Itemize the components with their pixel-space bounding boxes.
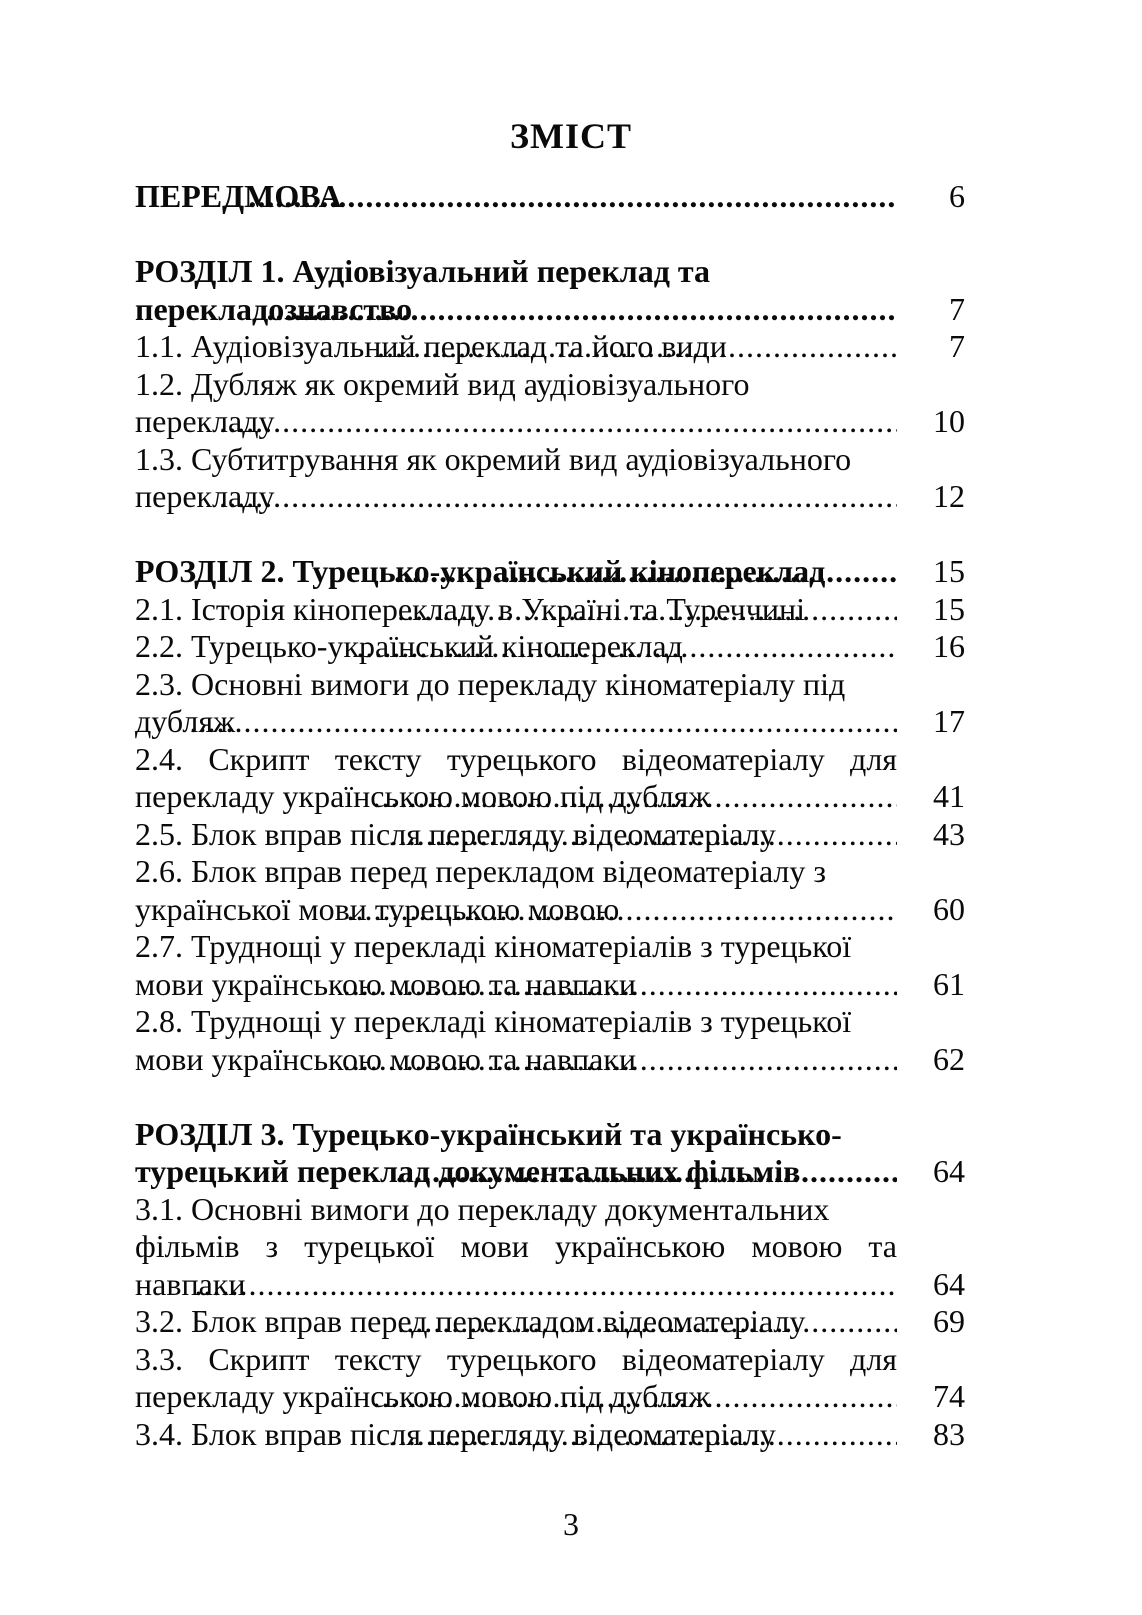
dot-leader bbox=[341, 1041, 897, 1079]
dot-leader bbox=[341, 966, 897, 1004]
toc-entry-line bbox=[135, 1266, 965, 1304]
toc-page-number: 64 bbox=[933, 1265, 965, 1302]
toc-entry-chapter-3 bbox=[135, 1116, 1007, 1191]
toc-entry-line bbox=[135, 666, 965, 704]
toc-entry-text: 2.6. Блок вправ перед перекладом відеоматеріалу з bbox=[135, 853, 827, 889]
toc-entry-text: ПЕРЕДМОВА bbox=[135, 178, 342, 214]
toc-entry-section-2-6 bbox=[135, 853, 1007, 928]
dot-leader bbox=[376, 816, 897, 854]
toc-entry-text: 1.1. Аудіовізуальний переклад та його види bbox=[135, 328, 727, 364]
toc-page-number: 69 bbox=[933, 1303, 965, 1339]
toc-page-number: 43 bbox=[933, 815, 965, 852]
toc-entry-text: 2.3. Основні вимоги до перекладу кіноматеріалу під bbox=[135, 665, 846, 702]
toc-entry-line bbox=[135, 1041, 965, 1079]
toc-page-number: 74 bbox=[933, 1378, 965, 1414]
toc-entry-line bbox=[135, 891, 965, 929]
toc-entry-section-2-3 bbox=[135, 666, 1007, 741]
toc-entry-line bbox=[135, 853, 965, 891]
toc-page-number: 10 bbox=[933, 403, 965, 439]
toc-entry-text: дубляж bbox=[135, 703, 236, 739]
toc-entry-text: РОЗДІЛ 2. Турецько-український кінопереклад bbox=[135, 553, 826, 589]
toc-entry-line bbox=[135, 328, 965, 366]
toc-entry-section-3-3 bbox=[135, 1341, 1007, 1416]
dot-leader bbox=[205, 478, 897, 516]
dot-leader bbox=[354, 628, 897, 666]
toc-entry-text: 1.2. Дубляж як окремий вид аудіовізуального bbox=[135, 365, 750, 402]
dot-leader bbox=[192, 1266, 897, 1304]
toc-entry-section-2-4 bbox=[135, 741, 1007, 816]
page-number-footer: 3 bbox=[563, 1506, 579, 1542]
toc-page-number: 15 bbox=[933, 590, 965, 627]
toc-entry-line bbox=[135, 1416, 965, 1454]
toc-entry-line bbox=[135, 816, 965, 854]
toc-entry-text: мови українською мовою та навпаки bbox=[135, 965, 636, 1002]
toc-entry-text: 3.4. Блок вправ після перегляду відеоматеріалу bbox=[135, 1415, 776, 1452]
toc-page-number: 83 bbox=[933, 1415, 965, 1452]
toc-entries bbox=[135, 178, 1007, 1453]
toc-entry-text: 2.4. Скрипт тексту турецького відеоматеріалу для bbox=[135, 740, 897, 777]
toc-entry-section-2-7 bbox=[135, 928, 1007, 1003]
toc-entry-line bbox=[135, 291, 965, 329]
toc-entry-text: 2.1. Історія кіноперекладу в Україні та Туреччині bbox=[135, 590, 805, 627]
toc-entry-text: 3.2. Блок вправ перед перекладом відеоматеріалу bbox=[135, 1303, 806, 1339]
toc-page-number: 7 bbox=[949, 328, 965, 364]
toc-entry-text: перекладознавство bbox=[135, 290, 413, 327]
toc-page-number: 41 bbox=[933, 778, 965, 814]
toc-entry-line bbox=[135, 553, 965, 591]
toc-page-number: 61 bbox=[933, 965, 965, 1002]
toc-entry-text: мови українською мовою та навпаки bbox=[135, 1040, 636, 1077]
toc-entry-line bbox=[135, 366, 965, 404]
toc-entry-line bbox=[135, 1228, 965, 1266]
dot-leader bbox=[332, 891, 897, 929]
toc-entry-line bbox=[135, 966, 965, 1004]
dot-leader bbox=[234, 178, 897, 216]
dot-leader bbox=[363, 328, 897, 366]
toc-entry-text: перекладу українською мовою під дубляж bbox=[135, 1378, 711, 1414]
toc-content bbox=[135, 0, 1007, 1453]
toc-entry-text: української мови турецькою мовою bbox=[135, 890, 620, 927]
toc-entry-text: турецький переклад документальних фільмів bbox=[135, 1153, 801, 1189]
toc-entry-line bbox=[135, 1378, 965, 1416]
toc-entry-line bbox=[135, 928, 965, 966]
dot-leader bbox=[376, 1416, 897, 1454]
toc-entry-text: 2.8. Труднощі у перекладі кіноматеріалів з турецької bbox=[135, 1003, 852, 1039]
toc-entry-section-1-3 bbox=[135, 441, 1007, 516]
toc-entry-line bbox=[135, 1116, 965, 1154]
dot-leader bbox=[392, 553, 897, 591]
dot-leader bbox=[205, 403, 897, 441]
toc-entry-foreword bbox=[135, 178, 1007, 216]
toc-entry-text: 2.5. Блок вправ після перегляду відеоматеріалу bbox=[135, 815, 776, 852]
toc-entry-text: 1.3. Субтитрування як окремий вид аудіовізуального bbox=[135, 440, 852, 477]
toc-entry-chapter-2 bbox=[135, 553, 1007, 591]
toc-entry-line bbox=[135, 478, 965, 516]
toc-entry-text: РОЗДІЛ 3. Турецько-український та українсько- bbox=[135, 1115, 842, 1152]
toc-page-number: 15 bbox=[933, 553, 965, 589]
toc-entry-section-3-1 bbox=[135, 1191, 1007, 1304]
toc-entry-line bbox=[135, 178, 965, 216]
toc-entry-line bbox=[135, 1341, 965, 1379]
toc-entry-text: перекладу bbox=[135, 478, 275, 514]
toc-page-number: 60 bbox=[933, 890, 965, 927]
toc-entry-section-2-5 bbox=[135, 816, 1007, 854]
toc-entry-text: перекладу українською мовою під дубляж bbox=[135, 778, 711, 814]
toc-entry-section-2-1 bbox=[135, 591, 1007, 629]
toc-entry-line bbox=[135, 403, 965, 441]
toc-page-number: 64 bbox=[933, 1153, 965, 1189]
toc-entry-section-1-1 bbox=[135, 328, 1007, 366]
toc-entry-text: 2.2. Турецько-український кінопереклад bbox=[135, 628, 683, 664]
dot-leader bbox=[382, 1153, 897, 1191]
toc-entry-text: перекладу bbox=[135, 403, 275, 439]
toc-entry-line bbox=[135, 1003, 965, 1041]
toc-entry-text: 2.7. Труднощі у перекладі кіноматеріалів з турецької bbox=[135, 928, 852, 964]
toc-entry-line bbox=[135, 741, 965, 779]
toc-entry-text: 3.1. Основні вимоги до перекладу документальних bbox=[135, 1190, 830, 1227]
toc-entry-chapter-1 bbox=[135, 253, 1007, 328]
toc-entry-line bbox=[135, 703, 965, 741]
toc-page-number: 12 bbox=[933, 478, 965, 514]
toc-entry-line bbox=[135, 441, 965, 479]
toc-page-number: 17 bbox=[933, 703, 965, 739]
toc-page-number: 6 bbox=[949, 178, 965, 214]
toc-entry-section-2-2 bbox=[135, 628, 1007, 666]
toc-entry-section-3-2 bbox=[135, 1303, 1007, 1341]
toc-entry-section-1-2 bbox=[135, 366, 1007, 441]
toc-entry-text: 3.3. Скрипт тексту турецького відеоматеріалу для bbox=[135, 1340, 897, 1377]
toc-entry-line bbox=[135, 628, 965, 666]
toc-entry-line bbox=[135, 1153, 965, 1191]
dot-leader bbox=[187, 703, 897, 741]
toc-entry-line bbox=[135, 253, 965, 291]
dot-leader bbox=[383, 591, 897, 629]
toc-page-number: 62 bbox=[933, 1040, 965, 1077]
dot-leader bbox=[383, 1303, 897, 1341]
dot-leader bbox=[359, 1378, 897, 1416]
toc-entry-line bbox=[135, 1303, 965, 1341]
toc-title: ЗМІСТ bbox=[510, 116, 632, 156]
toc-entry-section-2-8 bbox=[135, 1003, 1007, 1078]
toc-entry-section-3-4 bbox=[135, 1416, 1007, 1454]
toc-entry-line bbox=[135, 778, 965, 816]
toc-page-number: 7 bbox=[949, 290, 965, 327]
toc-entry-text: фільмів з турецької мови українською мовою та bbox=[135, 1228, 897, 1264]
toc-page-number: 16 bbox=[933, 628, 965, 664]
toc-entry-text: РОЗДІЛ 1. Аудіовізуальний переклад та bbox=[135, 253, 711, 289]
toc-entry-line bbox=[135, 591, 965, 629]
dot-leader bbox=[359, 778, 897, 816]
dot-leader bbox=[264, 291, 897, 329]
toc-entry-line bbox=[135, 1191, 965, 1229]
toc-entry-text: навпаки bbox=[135, 1265, 246, 1302]
